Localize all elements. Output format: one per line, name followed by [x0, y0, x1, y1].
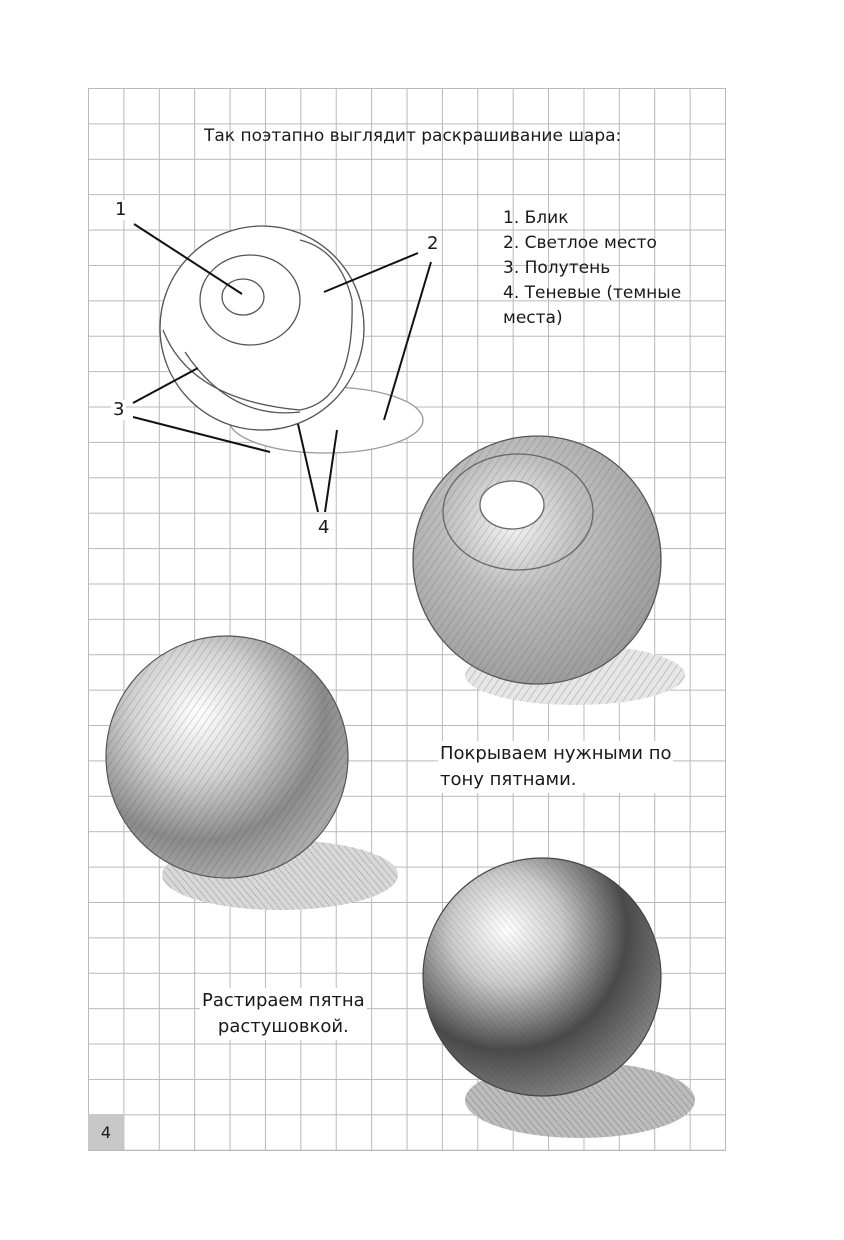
- legend-item: 1. Блик: [503, 208, 569, 228]
- sphere-shaded: [106, 636, 398, 910]
- tone-legend: [503, 206, 681, 331]
- legend-item: 3. Полутень: [503, 258, 611, 278]
- page-number: 4: [88, 1114, 124, 1150]
- sphere-toned-spots: [413, 436, 685, 705]
- legend-item: 4. Теневые (темные: [503, 283, 682, 303]
- callout-number: 2: [427, 233, 439, 254]
- callout-number: 1: [115, 199, 127, 220]
- callout-number: 3: [113, 399, 125, 420]
- caption-line: Растираем пятна: [202, 990, 365, 1011]
- caption-line: Покрываем нужными по: [440, 743, 672, 764]
- caption-line: растушовкой.: [217, 1016, 349, 1037]
- callout-number: 4: [318, 517, 330, 538]
- step-caption-spots: [438, 741, 673, 793]
- step-caption-blend: [200, 988, 367, 1040]
- page-title: Так поэтапно выглядит раскрашивание шара:: [204, 126, 622, 146]
- legend-item: места): [503, 308, 563, 328]
- sphere-blended: [423, 858, 695, 1138]
- legend-item: 2. Светлое место: [503, 233, 657, 253]
- caption-line: тону пятнами.: [440, 769, 577, 790]
